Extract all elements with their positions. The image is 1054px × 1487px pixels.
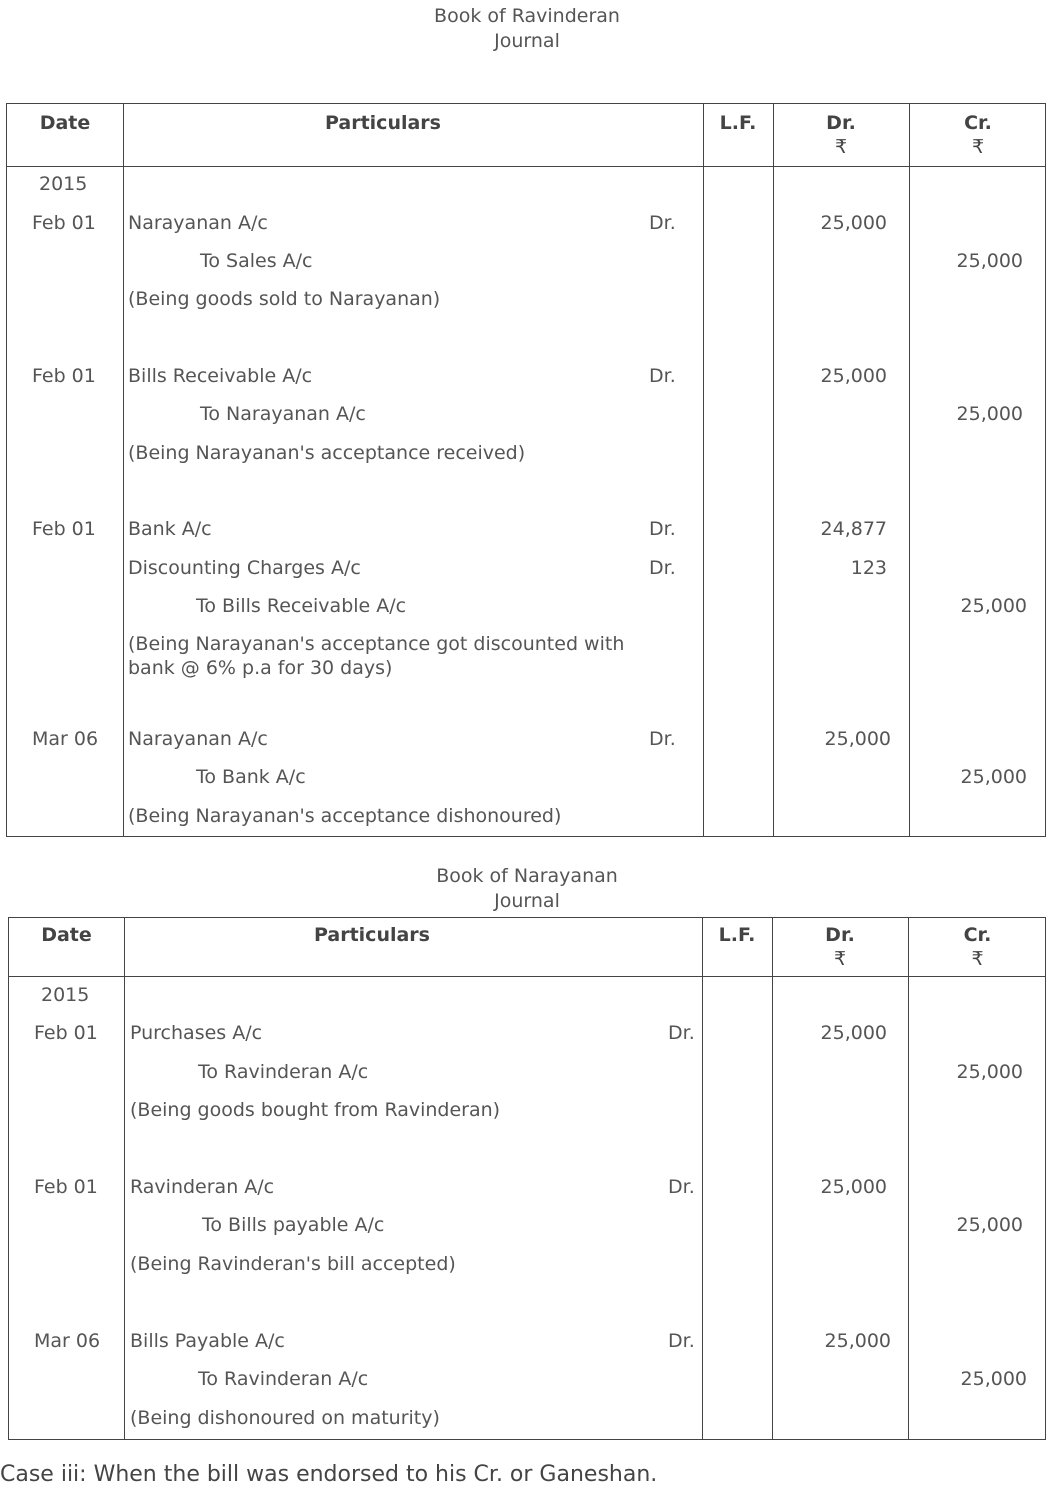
narration: (Being Narayanan's acceptance received) [128, 442, 526, 464]
dr-amount: 24,877 [820, 518, 887, 540]
debit-account-2: Discounting Charges A/c [128, 557, 361, 579]
header-dr-unit: ₹ [833, 948, 847, 970]
cr-amount: 25,000 [956, 1061, 1023, 1083]
journal-table-ravinderan [6, 103, 1046, 837]
header-dr: Dr. [826, 112, 856, 134]
entry-date: Feb 01 [32, 365, 96, 387]
dr-mark: Dr. [649, 728, 676, 750]
header-particulars: Particulars [313, 924, 430, 946]
dr-amount: 25,000 [820, 1176, 887, 1198]
year: 2015 [41, 984, 90, 1006]
cr-amount: 25,000 [956, 1214, 1023, 1236]
header-particulars: Particulars [324, 112, 441, 134]
entry-date: Feb 01 [34, 1176, 98, 1198]
debit-account: Narayanan A/c [128, 212, 268, 234]
debit-account: Bills Payable A/c [130, 1330, 285, 1352]
dr-mark: Dr. [649, 518, 676, 540]
debit-account: Bills Receivable A/c [128, 365, 313, 387]
credit-account: To Bills payable A/c [202, 1214, 385, 1236]
debit-account: Purchases A/c [130, 1022, 263, 1044]
book1-subtitle: Journal [494, 30, 560, 52]
credit-account: To Sales A/c [200, 250, 313, 272]
debit-account: Narayanan A/c [128, 728, 268, 750]
entry-date: Feb 01 [32, 518, 96, 540]
debit-account: Bank A/c [128, 518, 212, 540]
header-cr: Cr. [963, 924, 992, 946]
header-date: Date [41, 924, 92, 946]
narration: (Being Narayanan's acceptance dishonoured) [128, 805, 562, 827]
credit-account: To Ravinderan A/c [198, 1368, 369, 1390]
book1-title: Book of Ravinderan [434, 5, 620, 27]
header-date: Date [39, 112, 91, 134]
dr-mark: Dr. [668, 1022, 695, 1044]
cr-amount: 25,000 [956, 403, 1023, 425]
dr-mark: Dr. [649, 365, 676, 387]
header-dr: Dr. [825, 924, 855, 946]
dr-mark: Dr. [668, 1330, 695, 1352]
dr-amount: 25,000 [824, 728, 891, 750]
narration: (Being Narayanan's acceptance got discounted with bank @ 6% p.a for 30 days) [128, 633, 625, 679]
narration: (Being goods sold to Narayanan) [128, 288, 441, 310]
credit-account: To Bank A/c [196, 766, 306, 788]
dr-amount-2: 123 [850, 557, 887, 579]
credit-account: To Ravinderan A/c [198, 1061, 369, 1083]
dr-mark-2: Dr. [649, 557, 676, 579]
cr-amount: 25,000 [960, 1368, 1027, 1390]
header-cr-unit: ₹ [971, 136, 985, 158]
case-caption: Case iii: When the bill was endorsed to his Cr. or Ganeshan. [0, 1462, 658, 1487]
header-cr: Cr. [964, 112, 992, 134]
year: 2015 [39, 173, 88, 195]
dr-amount: 25,000 [820, 365, 887, 387]
cr-amount: 25,000 [956, 250, 1023, 272]
entry-date: Mar 06 [32, 728, 99, 750]
entry-date: Feb 01 [32, 212, 96, 234]
header-cr-unit: ₹ [971, 948, 984, 970]
header-lf: L.F. [718, 924, 756, 946]
narration: (Being Ravinderan's bill accepted) [130, 1253, 456, 1275]
cr-amount: 25,000 [960, 766, 1027, 788]
dr-amount: 25,000 [820, 1022, 887, 1044]
dr-mark: Dr. [668, 1176, 695, 1198]
dr-mark: Dr. [649, 212, 676, 234]
book2-subtitle: Journal [494, 890, 560, 912]
credit-account: To Bills Receivable A/c [196, 595, 407, 617]
cr-amount: 25,000 [960, 595, 1027, 617]
entry-date: Mar 06 [34, 1330, 101, 1352]
header-lf: L.F. [719, 112, 757, 134]
credit-account: To Narayanan A/c [200, 403, 366, 425]
entry-date: Feb 01 [34, 1022, 98, 1044]
header-dr-unit: ₹ [834, 136, 848, 158]
book2-title: Book of Narayanan [436, 865, 618, 887]
narration: (Being goods bought from Ravinderan) [130, 1099, 501, 1121]
debit-account: Ravinderan A/c [130, 1176, 275, 1198]
dr-amount: 25,000 [824, 1330, 891, 1352]
dr-amount: 25,000 [820, 212, 887, 234]
journal-table-narayanan [8, 917, 1046, 1440]
narration: (Being dishonoured on maturity) [130, 1407, 440, 1429]
